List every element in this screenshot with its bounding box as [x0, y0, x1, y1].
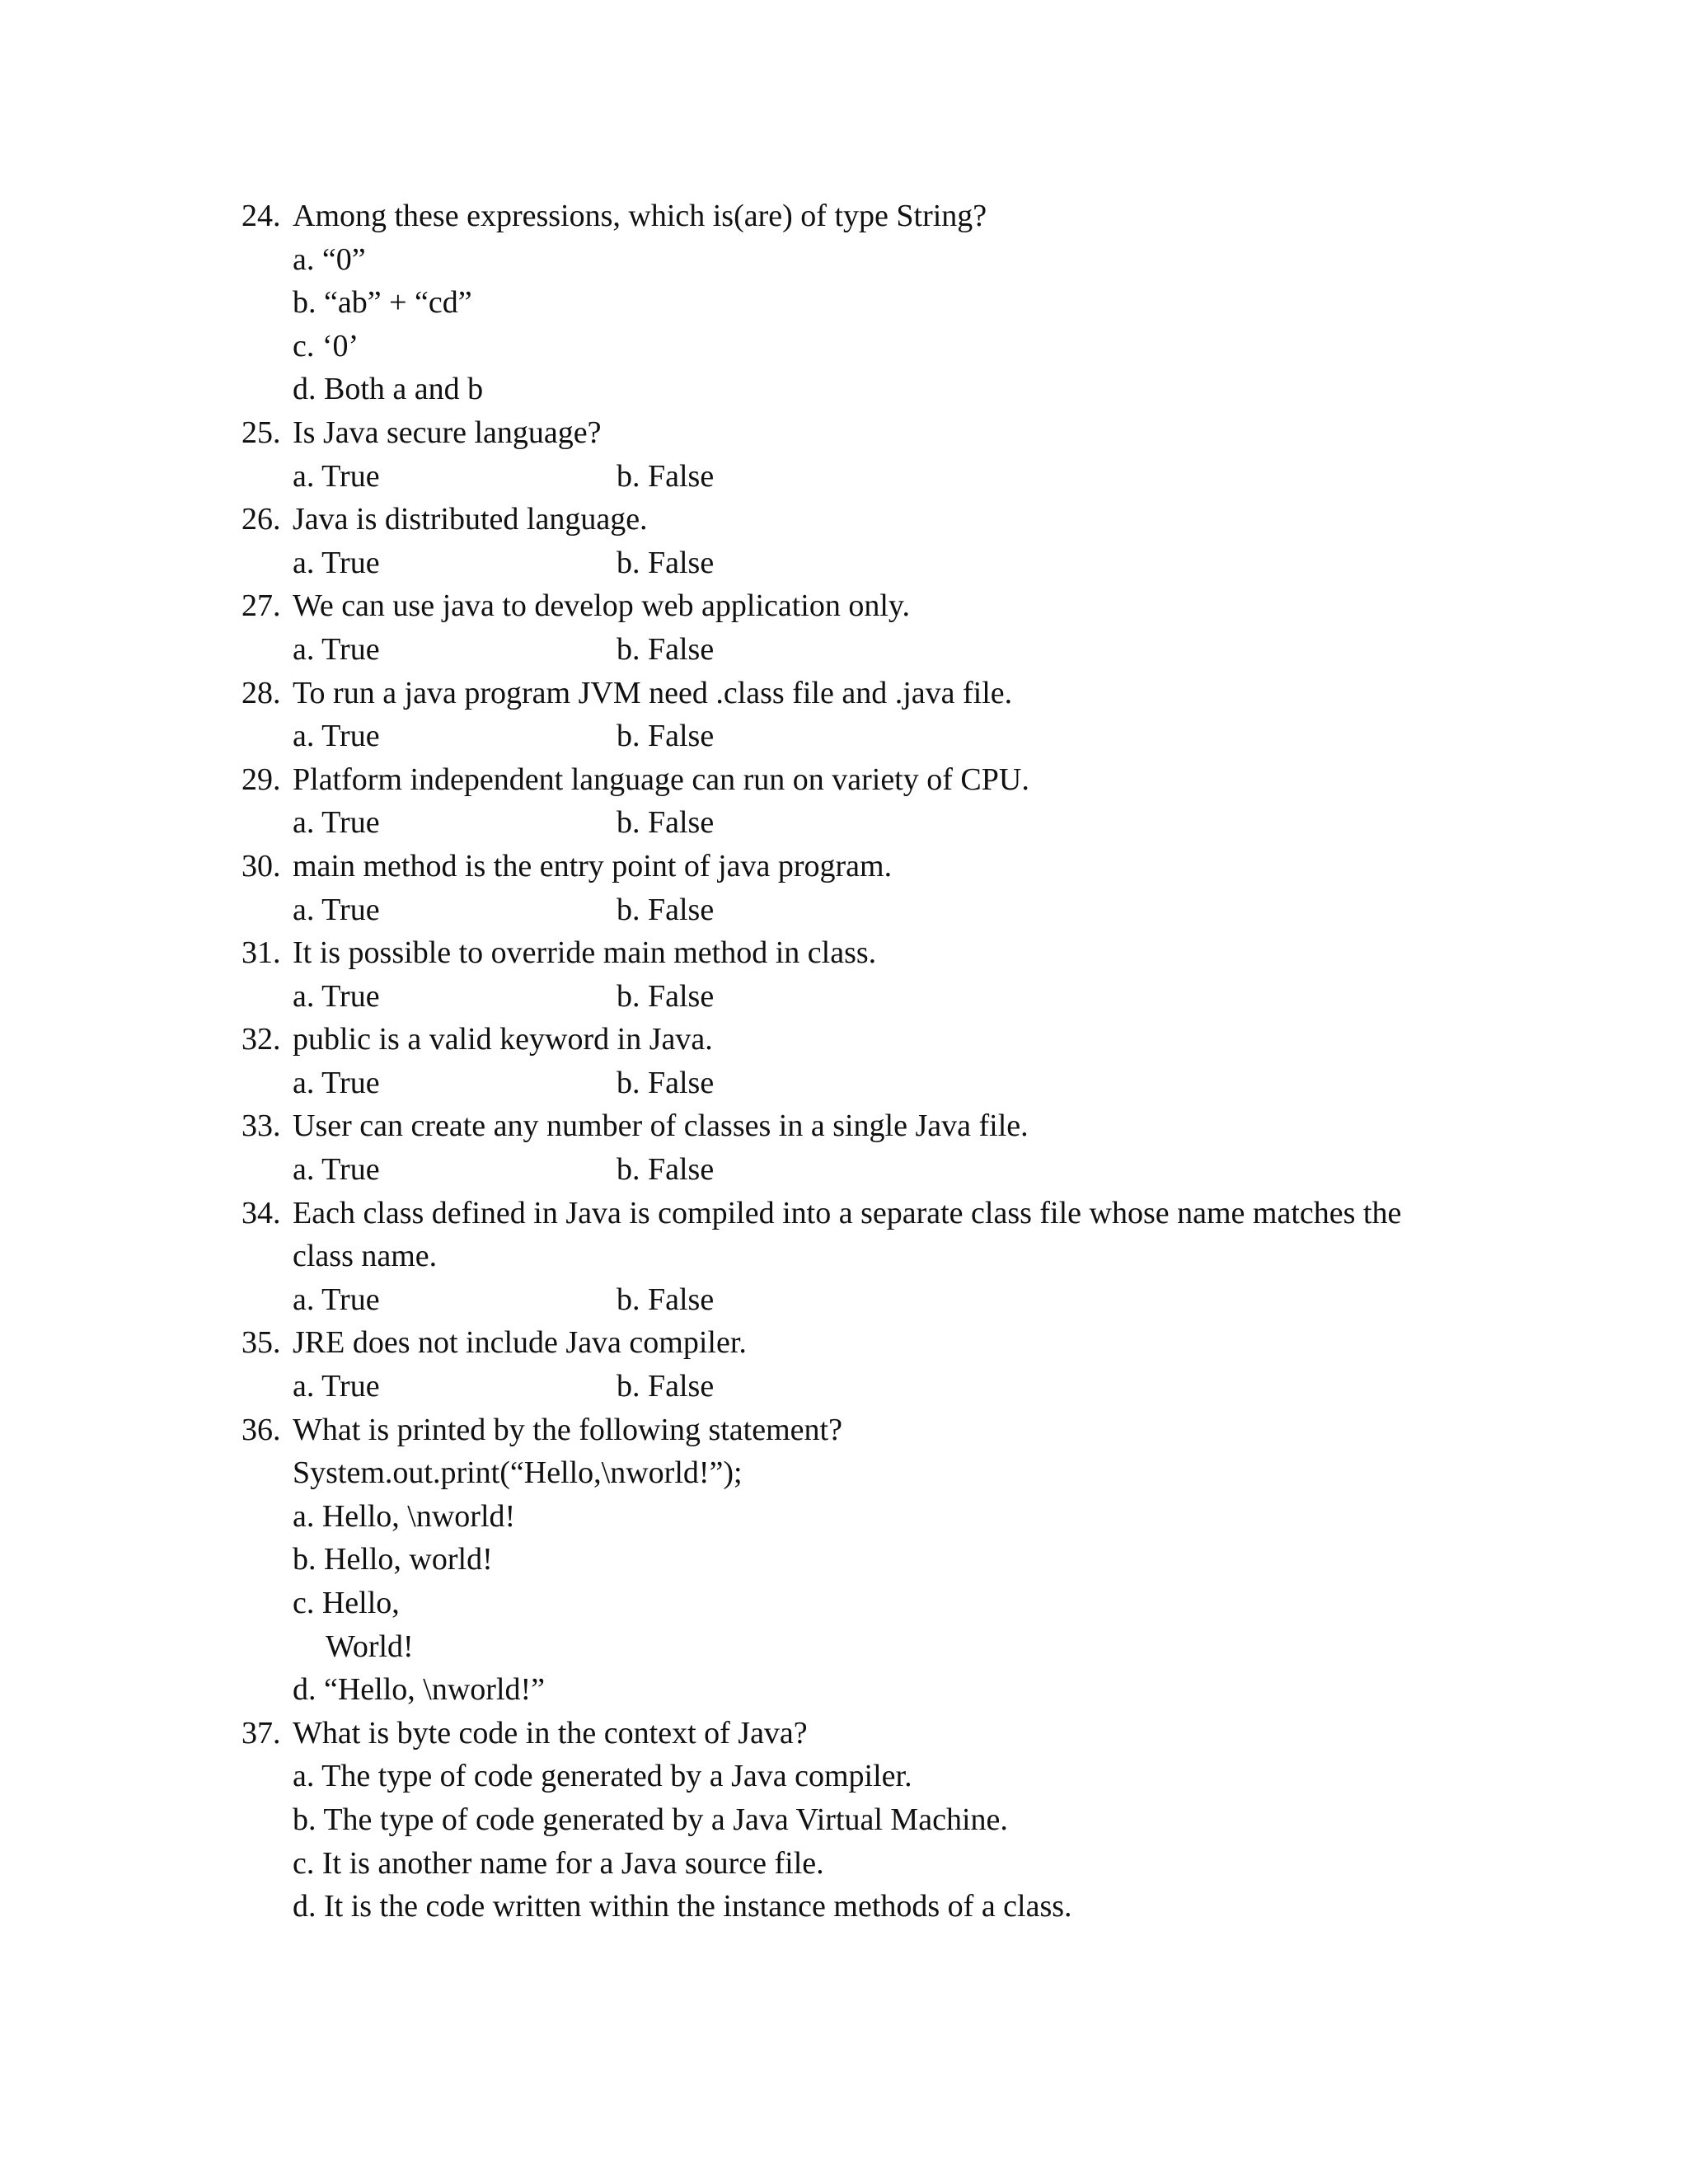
true-false-options	[241, 715, 1478, 758]
option-false: b. False	[617, 1282, 715, 1317]
option-b: b. The type of code generated by a Java Virtual Machine.	[293, 1802, 1008, 1837]
option-true: a. True	[293, 631, 380, 667]
question-27	[241, 584, 1478, 628]
option-false: b. False	[617, 1152, 715, 1188]
option-c: c. Hello,	[293, 1586, 400, 1620]
option-true: a. True	[293, 1369, 380, 1404]
question-number: 35.	[241, 1325, 281, 1361]
option-false: b. False	[617, 892, 715, 927]
option-d: d. It is the code written within the instance methods of a class.	[293, 1889, 1072, 1924]
question-31	[241, 931, 1478, 975]
question-number: 29.	[241, 762, 281, 797]
true-false-options	[241, 455, 1478, 499]
question-35	[241, 1321, 1478, 1365]
option-true: a. True	[293, 1152, 380, 1188]
option-false: b. False	[617, 631, 715, 667]
question-text: What is printed by the following statement?	[293, 1412, 842, 1447]
question-33	[241, 1104, 1478, 1148]
option-b: b. “ab” + “cd”	[293, 285, 472, 321]
option-true: a. True	[293, 978, 380, 1014]
question-number: 30.	[241, 848, 281, 883]
true-false-options	[241, 1148, 1478, 1192]
question-text: Is Java secure language?	[293, 415, 602, 450]
option-false: b. False	[617, 805, 715, 841]
question-text: public is a valid keyword in Java.	[293, 1022, 713, 1057]
question-36	[241, 1408, 1478, 1452]
question-24	[241, 194, 1478, 238]
option-true: a. True	[293, 1065, 380, 1100]
question-number: 26.	[241, 502, 281, 537]
question-number: 24.	[241, 199, 281, 233]
question-number: 37.	[241, 1715, 281, 1750]
question-text-continuation: class name.	[293, 1239, 438, 1274]
question-list	[241, 194, 1478, 1929]
true-false-options	[241, 801, 1478, 845]
question-text: It is possible to override main method in class.	[293, 935, 877, 971]
question-text: Each class defined in Java is compiled into a separate class file whose name matches the	[293, 1195, 1402, 1230]
option-d: d. “Hello, \nworld!”	[293, 1672, 546, 1708]
question-text: main method is the entry point of java program.	[293, 848, 893, 883]
question-number: 33.	[241, 1108, 281, 1144]
option-false: b. False	[617, 1369, 715, 1404]
option-false: b. False	[617, 719, 715, 754]
true-false-options	[241, 975, 1478, 1019]
option-c-continuation: World!	[326, 1629, 414, 1664]
question-text: We can use java to develop web application only.	[293, 588, 910, 624]
option-c: c. It is another name for a Java source file.	[293, 1845, 824, 1881]
question-30	[241, 845, 1478, 888]
option-a: a. The type of code generated by a Java compiler.	[293, 1759, 912, 1794]
question-28	[241, 672, 1478, 715]
option-true: a. True	[293, 458, 380, 494]
option-a: a. Hello, \nworld!	[293, 1498, 516, 1534]
option-d: d. Both a and b	[293, 372, 484, 407]
question-34	[241, 1192, 1478, 1235]
option-a: a. “0”	[293, 241, 366, 277]
question-32	[241, 1018, 1478, 1062]
question-number: 36.	[241, 1412, 281, 1447]
question-25	[241, 411, 1478, 455]
option-false: b. False	[617, 545, 715, 580]
option-b: b. Hello, world!	[293, 1542, 493, 1577]
option-false: b. False	[617, 1065, 715, 1100]
question-37	[241, 1712, 1478, 1755]
question-26	[241, 498, 1478, 541]
question-number: 34.	[241, 1195, 281, 1230]
true-false-options	[241, 888, 1478, 932]
true-false-options	[241, 1062, 1478, 1105]
option-c: c. ‘0’	[293, 328, 359, 363]
code-statement: System.out.print(“Hello,\nworld!”);	[293, 1455, 743, 1491]
option-true: a. True	[293, 892, 380, 927]
question-text: JRE does not include Java compiler.	[293, 1325, 747, 1361]
question-text: Java is distributed language.	[293, 502, 648, 537]
true-false-options	[241, 1278, 1478, 1322]
question-text: Among these expressions, which is(are) of type String?	[293, 199, 987, 233]
true-false-options	[241, 628, 1478, 672]
option-true: a. True	[293, 1282, 380, 1317]
question-number: 25.	[241, 415, 281, 450]
question-number: 31.	[241, 935, 281, 971]
true-false-options	[241, 541, 1478, 585]
option-true: a. True	[293, 805, 380, 841]
question-number: 32.	[241, 1022, 281, 1057]
question-number: 27.	[241, 588, 281, 624]
true-false-options	[241, 1365, 1478, 1408]
question-text: User can create any number of classes in a single Java file.	[293, 1108, 1029, 1144]
question-number: 28.	[241, 675, 281, 710]
option-true: a. True	[293, 545, 380, 580]
question-text: To run a java program JVM need .class file and .java file.	[293, 675, 1013, 710]
option-false: b. False	[617, 978, 715, 1014]
option-true: a. True	[293, 719, 380, 754]
question-29	[241, 758, 1478, 802]
question-text: What is byte code in the context of Java?	[293, 1715, 808, 1750]
question-text: Platform independent language can run on variety of CPU.	[293, 762, 1029, 797]
option-false: b. False	[617, 458, 715, 494]
